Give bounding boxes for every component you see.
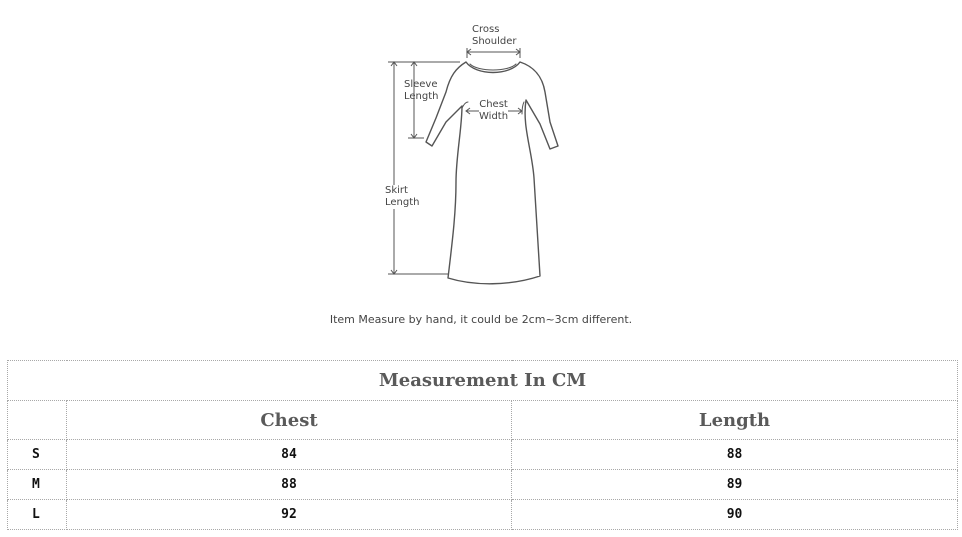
cross-shoulder-label-line2: Shoulder <box>472 36 517 47</box>
length-value: 89 <box>512 470 958 500</box>
chest-value: 92 <box>67 500 512 530</box>
header-chest: Chest <box>67 401 512 440</box>
measure-note: Item Measure by hand, it could be 2cm~3cm different. <box>329 313 633 326</box>
sleeve-length-label-line1: Sleeve <box>404 79 438 90</box>
header-corner <box>8 401 67 440</box>
table-title: Measurement In CM <box>8 361 958 401</box>
cross-shoulder-label <box>472 24 517 48</box>
length-value: 88 <box>512 440 958 470</box>
skirt-length-label <box>385 185 420 209</box>
chest-width-label-line1: Chest <box>479 99 508 110</box>
sleeve-length-label <box>404 79 439 103</box>
table-header-row <box>8 401 958 440</box>
size-chart-table <box>7 360 958 530</box>
chest-width-label-line2: Width <box>479 111 509 122</box>
chest-value: 88 <box>67 470 512 500</box>
chest-value: 84 <box>67 440 512 470</box>
cross-shoulder-label-line1: Cross <box>472 24 500 35</box>
length-value: 90 <box>512 500 958 530</box>
skirt-length-label-line1: Skirt <box>385 185 420 197</box>
sleeve-length-label-line2: Length <box>404 91 439 102</box>
header-length: Length <box>512 401 958 440</box>
skirt-length-label-line2: Length <box>385 197 420 208</box>
table-row <box>8 470 958 500</box>
table-row <box>8 440 958 470</box>
table-title-row <box>8 361 958 401</box>
size-label: M <box>8 470 67 500</box>
table-row <box>8 500 958 530</box>
size-label: L <box>8 500 67 530</box>
chest-width-label <box>479 99 508 123</box>
size-label: S <box>8 440 67 470</box>
